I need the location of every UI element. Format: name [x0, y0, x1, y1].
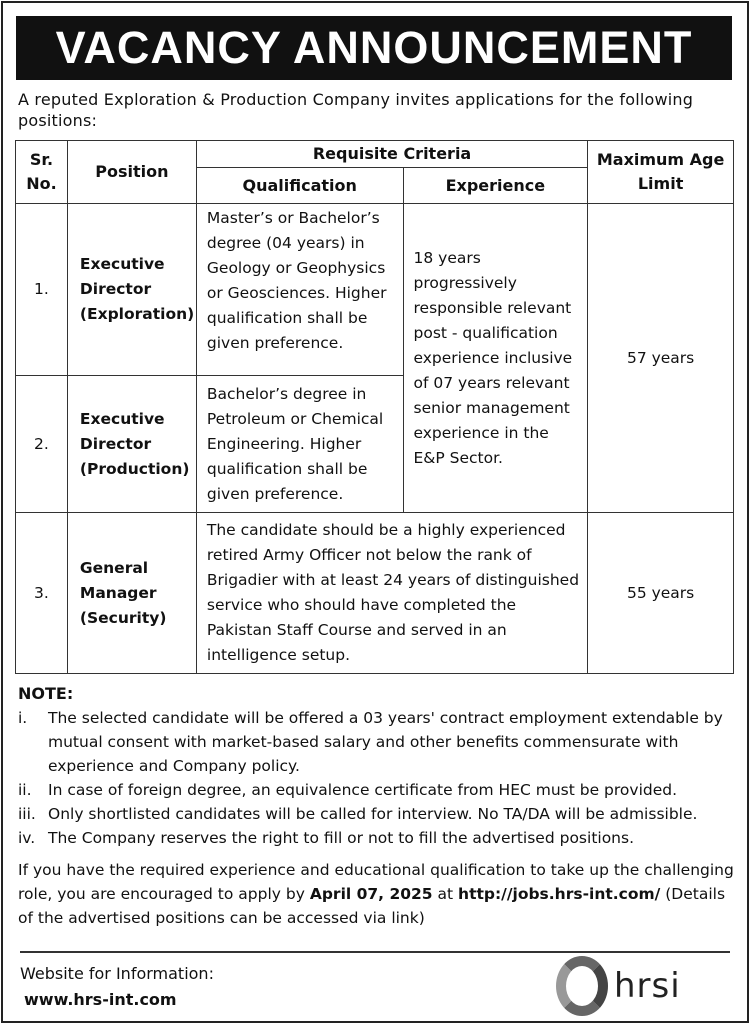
notes-heading: NOTE: — [18, 684, 74, 703]
position: Executive Director (Production) — [67, 376, 196, 513]
note-number: iii. — [18, 805, 36, 823]
position: General Manager (Security) — [67, 513, 196, 674]
note-text: Only shortlisted candidates will be called for interview. No TA/DA will be admissible. — [48, 805, 698, 823]
qualification: Master’s or Bachelor’s degree (04 years) in Geology or Geophysics or Geosciences. Higher qualification shall be given preference. — [196, 204, 403, 376]
position: Executive Director (Exploration) — [67, 204, 196, 376]
application-instructions — [18, 858, 738, 930]
apply-link[interactable]: http://jobs.hrs-int.com/ — [458, 885, 661, 903]
intro-text: A reputed Exploration & Production Company invites applications for the following positions: — [18, 90, 694, 130]
note-item — [18, 826, 738, 850]
max-age: 57 years — [588, 204, 734, 513]
deadline: April 07, 2025 — [309, 885, 433, 903]
note-number: i. — [18, 709, 28, 727]
note-number: ii. — [18, 781, 32, 799]
vacancy-table — [15, 140, 734, 674]
header-sr: Sr. No. — [16, 141, 68, 204]
footer-divider — [20, 951, 730, 953]
website-link[interactable]: www.hrs-int.com — [24, 990, 177, 1009]
note-text: The Company reserves the right to fill or not to fill the advertised positions. — [48, 829, 635, 847]
qualification: Bachelor’s degree in Petroleum or Chemical Engineering. Higher qualification shall be given preference. — [196, 376, 403, 513]
logo-text: hrsi — [614, 966, 681, 1006]
header-qualification: Qualification — [196, 168, 403, 204]
max-age: 55 years — [588, 513, 734, 674]
qualification: The candidate should be a highly experienced retired Army Officer not below the rank of Brigadier with at least 24 years of distinguished service who should have completed the Pakistan Staff Course and served in an intelligence setup. — [196, 513, 587, 674]
table-row — [16, 513, 734, 674]
note-text: The selected candidate will be offered a 03 years' contract employment extendable by mutual consent with market-based salary and other benefits commensurate with experience and Company policy. — [48, 709, 723, 775]
sr-no: 2. — [16, 376, 68, 513]
note-item — [18, 802, 738, 826]
table-row — [16, 204, 734, 376]
note-number: iv. — [18, 829, 36, 847]
header-criteria: Requisite Criteria — [196, 141, 587, 168]
note-item — [18, 778, 738, 802]
sr-no: 1. — [16, 204, 68, 376]
header-experience: Experience — [403, 168, 588, 204]
header-row — [16, 141, 734, 168]
note-item — [18, 706, 738, 778]
hrsi-logo — [556, 956, 681, 1016]
sr-no: 3. — [16, 513, 68, 674]
experience: 18 years progressively responsible relevant post - qualification experience inclusive of 07 years relevant senior management experience in the E&P Sector. — [403, 204, 588, 513]
apply-text: If you have the required experience and educational qualification to take up the challenging role, you are encouraged to apply by — [18, 861, 734, 903]
website-label: Website for Information: — [20, 964, 214, 983]
header-position: Position — [67, 141, 196, 204]
apply-text: (Details of the advertised positions can be accessed via link) — [18, 885, 726, 927]
page-title: VACANCY ANNOUNCEMENT — [16, 16, 732, 80]
notes-section — [18, 682, 738, 930]
logo-ring-icon — [556, 956, 608, 1016]
apply-text: at — [432, 885, 459, 903]
note-text: In case of foreign degree, an equivalence certificate from HEC must be provided. — [48, 781, 678, 799]
header-age: Maximum Age Limit — [588, 141, 734, 204]
